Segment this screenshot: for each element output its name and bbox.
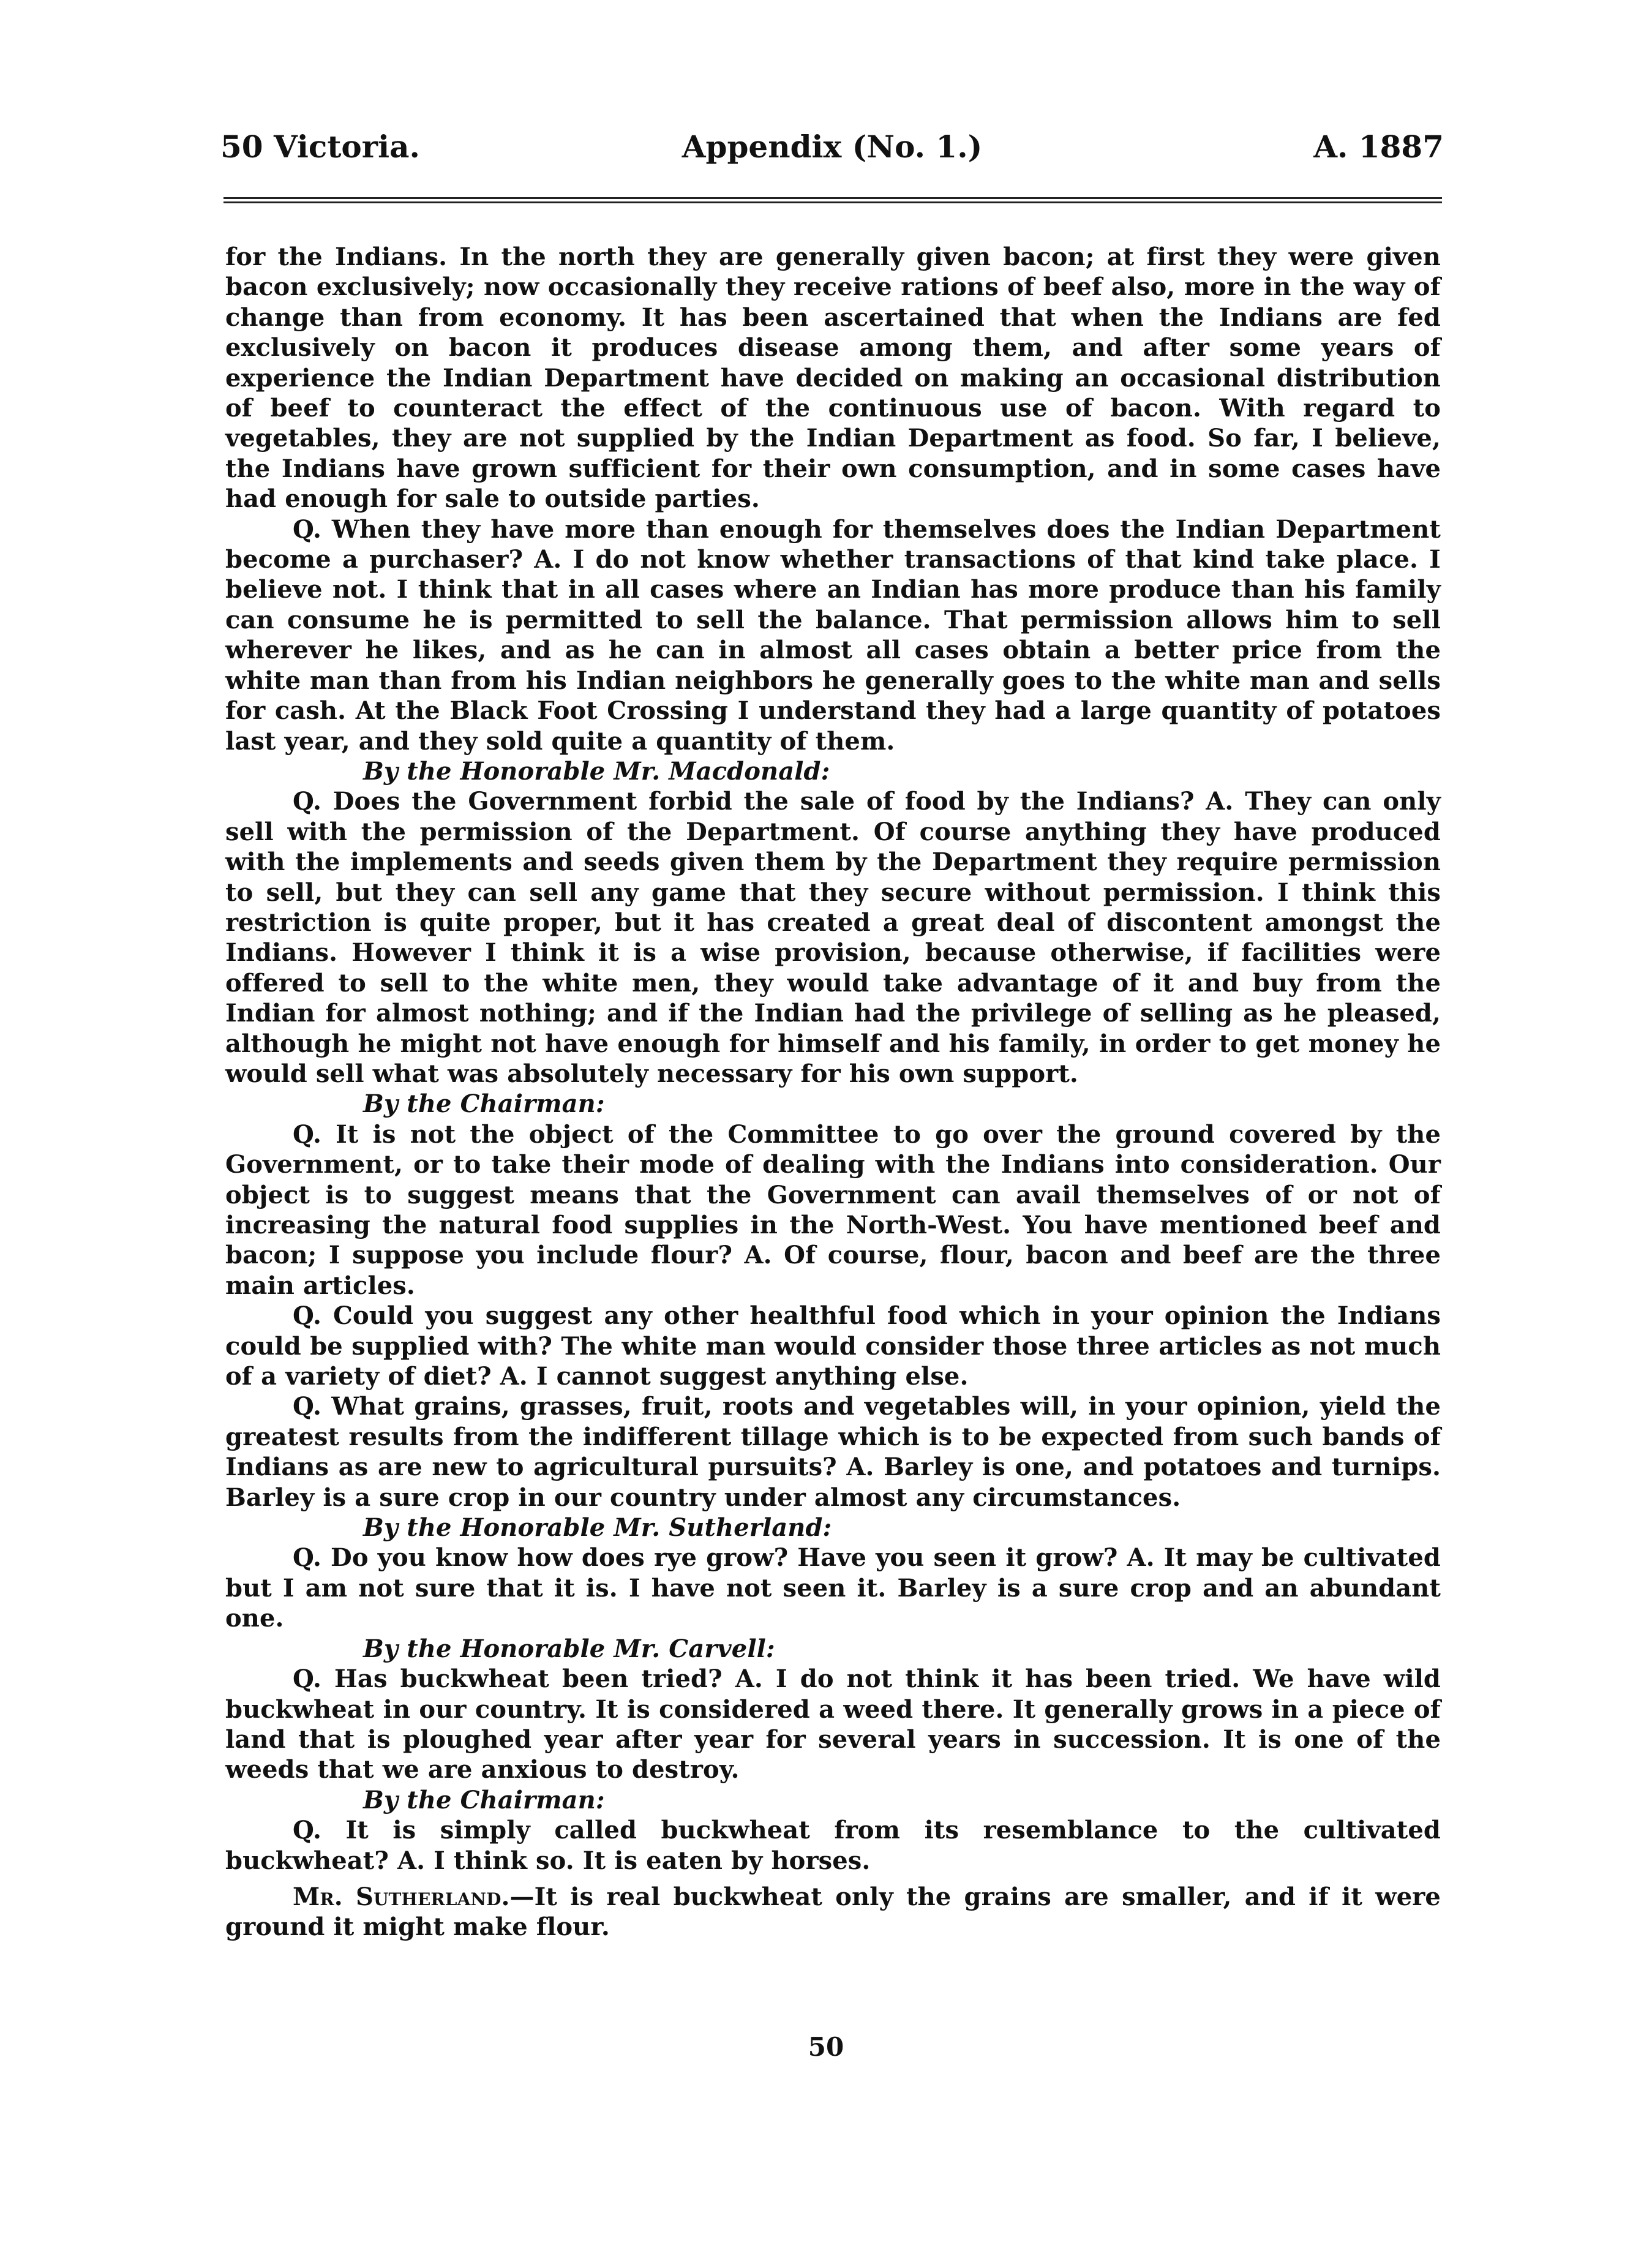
- speaker-heading: By the Chairman:: [363, 1089, 605, 1119]
- paragraph-continuation: for the Indians. In the north they are generally given bacon; at first they were given bacon exclusively; now occasionally they receive rations of beef also, more in the way of change than from economy. It has been ascertained that when the Indians are fed exclusively on bacon it produces disease among them, and after some years of experience the Indian Department have decided on making an occasional distribution of beef to counteract the effect of the continuous use of bacon. With regard to vegetables, they are not supplied by the Indian Department as food. So far, I believe, the Indians have grown sufficient for their own consumption, and in some cases have had enough for sale to outside parties.: [225, 243, 1441, 514]
- paragraph-question: Q. When they have more than enough for themselves does the Indian Department become a purchaser? A. I do not know whether transactions of that kind take place. I believe not. I think that in all cases where an Indian has more produce than his family can consume he is permitted to sell the balance. That permission allows him to sell wherever he likes, and as he can in almost all cases obtain a better price from the white man than from his Indian neighbors he generally goes to the white man and sells for cash. At the Black Foot Crossing I understand they had a large quantity of potatoes last year, and they sold quite a quantity of them.: [225, 514, 1441, 756]
- paragraph-question: Q. Do you know how does rye grow? Have you seen it grow? A. It may be cultivated but I am not sure that it is. I have not seen it. Barley is a sure crop and an abundant one.: [225, 1543, 1441, 1633]
- page-number: 50: [808, 2032, 844, 2062]
- header-rule: [223, 197, 1442, 203]
- statement-speaker: Mr. Sutherland.: [293, 1882, 510, 1911]
- paragraph-question: Q. Has buckwheat been tried? A. I do not think it has been tried. We have wild buckwheat in our country. It is considered a weed there. It generally grows in a piece of land that is ploughed year after year for several years in succession. It is one of the weeds that we are anxious to destroy.: [225, 1664, 1441, 1784]
- speaker-heading: By the Honorable Mr. Carvell:: [363, 1634, 775, 1663]
- year-label: A. 1887: [1313, 129, 1444, 165]
- body-text: [225, 242, 1441, 1942]
- statement-text: —It is real buckwheat only the grains are smaller, and if it were ground it might make flour.: [225, 1882, 1441, 1942]
- paragraph-question: Q. It is not the object of the Committee to go over the ground covered by the Government, or to take their mode of dealing with the Indians into consideration. Our object is to suggest means that the Government can avail themselves of or not of increasing the natural food supplies in the North-West. You have mentioned beef and bacon; I suppose you include flour? A. Of course, flour, bacon and beef are the three main articles.: [225, 1119, 1441, 1300]
- speaker-heading: By the Chairman:: [363, 1785, 605, 1814]
- paragraph-question: Q. Could you suggest any other healthful food which in your opinion the Indians could be supplied with? The white man would consider those three articles as not much of a variety of diet? A. I cannot suggest anything else.: [225, 1301, 1441, 1391]
- paragraph-statement: [225, 1882, 1441, 1942]
- session-label: 50 Victoria.: [220, 129, 420, 165]
- appendix-title: Appendix (No. 1.): [681, 129, 983, 165]
- paragraph-question: Q. Does the Government forbid the sale of food by the Indians? A. They can only sell with the permission of the Department. Of course anything they have produced with the implements and seeds given them by the Department they require permission to sell, but they can sell any game that they secure without permission. I think this restriction is quite proper, but it has created a great deal of discontent amongst the Indians. However I think it is a wise provision, because otherwise, if facilities were offered to sell to the white men, they would take advantage of it and buy from the Indian for almost nothing; and if the Indian had the privilege of selling as he pleased, although he might not have enough for himself and his family, in order to get money he would sell what was absolutely necessary for his own support.: [225, 787, 1441, 1088]
- paragraph-question: Q. It is simply called buckwheat from its resemblance to the cultivated buckwheat? A. I think so. It is eaten by horses.: [225, 1816, 1441, 1875]
- paragraph-question: Q. What grains, grasses, fruit, roots and vegetables will, in your opinion, yield the greatest results from the indifferent tillage which is to be expected from such bands of Indians as are new to agricultural pursuits? A. Barley is one, and potatoes and turnips. Barley is a sure crop in our country under almost any circumstances.: [225, 1392, 1441, 1512]
- running-head: [220, 126, 1444, 168]
- speaker-heading: By the Honorable Mr. Macdonald:: [363, 756, 830, 786]
- speaker-heading: By the Honorable Mr. Sutherland:: [363, 1513, 832, 1543]
